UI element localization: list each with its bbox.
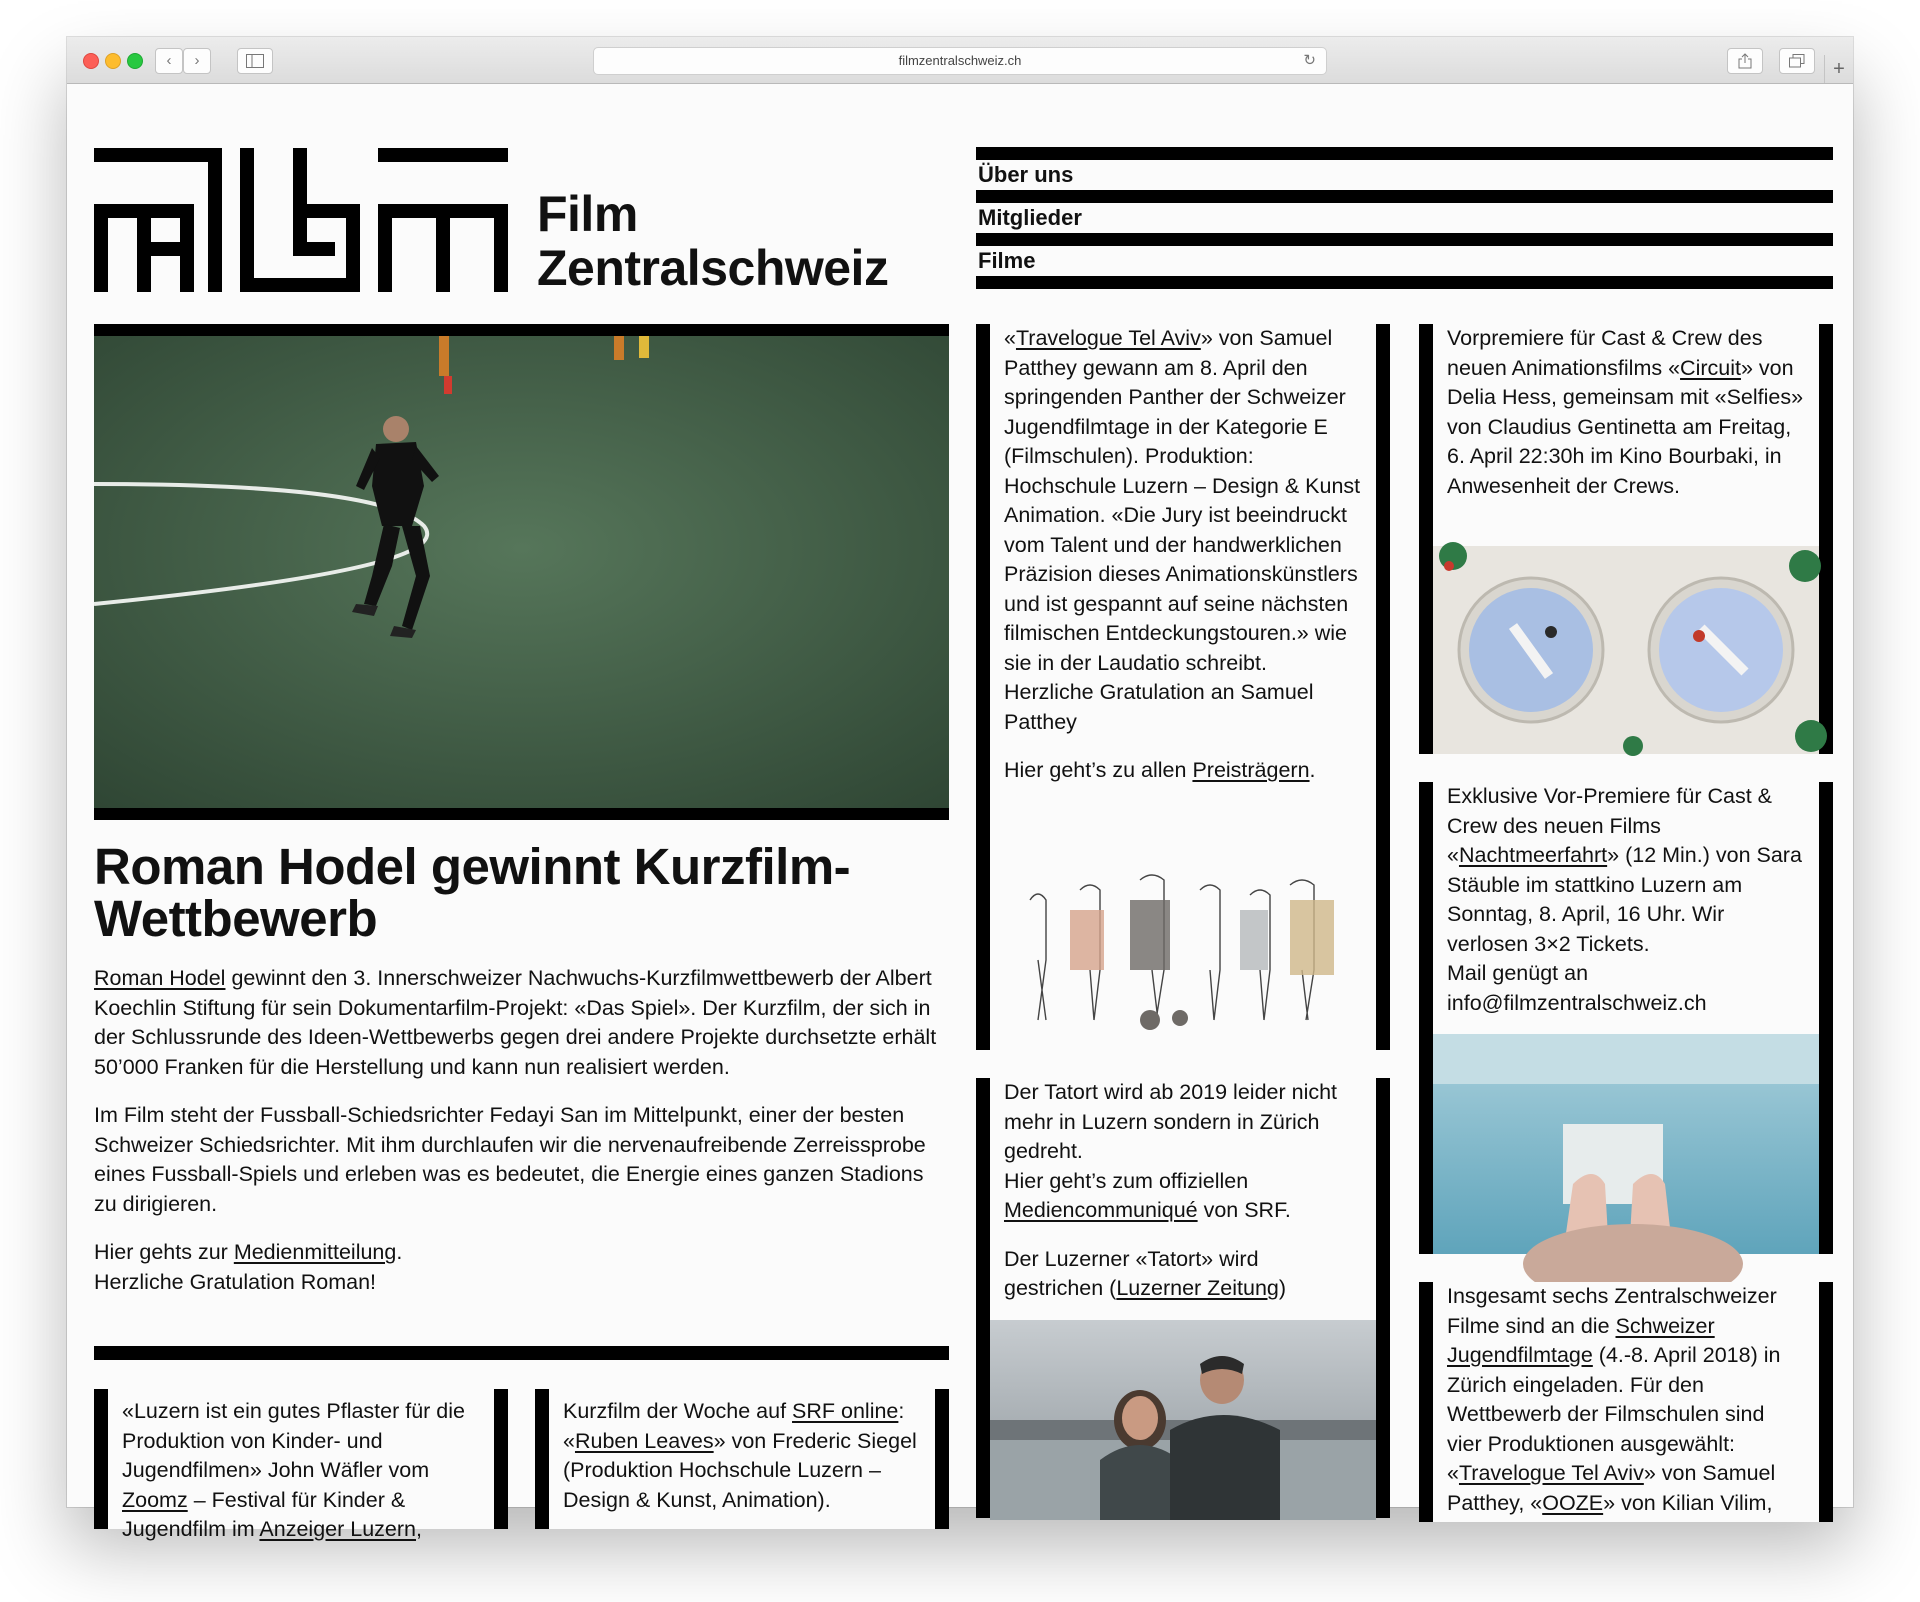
travelogue-tel-aviv-link[interactable]: Travelogue Tel Aviv	[1015, 326, 1201, 350]
srf-online-link[interactable]: SRF online	[792, 1399, 899, 1423]
nachtmeerfahrt-link[interactable]: Nachtmeerfahrt	[1458, 843, 1608, 867]
site-title-line-1: Film	[537, 186, 638, 242]
circuit-link[interactable]: Circuit	[1680, 355, 1741, 380]
circuit-animation-image[interactable]	[1433, 546, 1819, 754]
circuit-card-text: Vorpremiere für Cast & Crew des neuen Animationsfilms «Circuit» von Delia Hess, gemeinsam mit «Selfies» von Claudius Gentinetta am Freitag, 6. April 22:30h im Kino Bourbaki, in Anwesenheit der Crews.	[1447, 326, 1804, 498]
logo-mark-icon[interactable]	[94, 148, 508, 292]
address-bar[interactable]	[593, 47, 1327, 75]
zoom-window-button[interactable]	[127, 53, 143, 69]
tatort-zeitung-paragraph: Der Luzerner «Tatort» wird gestrichen (Luzerner Zeitung)	[1004, 1246, 1287, 1300]
medienmitteilung-link[interactable]: Medienmitteilung	[233, 1240, 397, 1264]
tatort-card-text: Der Tatort wird ab 2019 leider nicht mehr in Luzern sondern in Zürich gedreht. Hier geht’s zum offiziellen Mediencommuniqué von SRF.	[1004, 1080, 1338, 1222]
srf-kurzfilm-card-text: Kurzfilm der Woche auf SRF online: «Ruben Leaves» von Frederic Siegel (Produktion Hochschule Luzern – Design & Kunst, Animation).	[563, 1399, 917, 1512]
ooze-link[interactable]: OOZE	[1542, 1490, 1604, 1515]
site-title[interactable]	[537, 187, 888, 295]
mediencommunique-link[interactable]: Mediencommuniqué	[1004, 1198, 1198, 1222]
main-article-title[interactable]: Roman Hodel gewinnt Kurzfilm-Wettbewerb	[94, 838, 851, 947]
back-button[interactable]	[155, 48, 183, 74]
travelogue-card	[976, 324, 1390, 1050]
share-icon	[1738, 53, 1752, 69]
browser-window	[67, 37, 1853, 1541]
share-button[interactable]	[1727, 48, 1763, 74]
preistraeger-link[interactable]: Preisträgern	[1192, 758, 1310, 782]
main-article-paragraph-3: Hier gehts zur Medienmitteilung. Herzliche Gratulation Roman!	[94, 1240, 403, 1294]
minimize-window-button[interactable]	[105, 53, 121, 69]
referee-photo[interactable]	[94, 336, 949, 808]
luzerner-zeitung-link[interactable]: Luzerner Zeitung	[1116, 1276, 1279, 1300]
preistraeger-paragraph: Hier geht’s zu allen Preisträgern.	[1004, 758, 1316, 782]
zoomz-link[interactable]: Zoomz	[122, 1487, 188, 1512]
close-window-button[interactable]	[83, 53, 99, 69]
tatort-card	[976, 1078, 1390, 1518]
nachtmeerfahrt-card-text: Exklusive Vor-Premiere für Cast & Crew des neuen Films «Nachtmeerfahrt» (12 Min.) von Sara Stäuble im stattkino Luzern am Sonntag, 8. April, 16 Uhr. Wir verlosen 3×2 Tickets. Mail genügt an info@filmzentralschweiz.ch	[1447, 784, 1802, 1015]
zoomz-card-text: «Luzern ist ein gutes Pflaster für die Produktion von Kinder- und Jugendfilmen» John Wäfler vom Zoomz – Festival für Kinder & Jugendfilm im Anzeiger Luzern,	[122, 1399, 465, 1541]
main-article-body	[94, 964, 949, 1316]
roman-hodel-link[interactable]: Roman Hodel	[94, 966, 226, 990]
schweizer-jugendfilmtage-link[interactable]: Schweizer Jugendfilmtage	[1447, 1313, 1715, 1367]
srf-kurzfilm-card	[535, 1389, 949, 1529]
travelogue-tel-aviv-link-2[interactable]: Travelogue Tel Aviv	[1458, 1461, 1644, 1485]
sidebar-toggle-button[interactable]	[237, 48, 273, 74]
chevron-right-icon: ›	[194, 52, 200, 69]
anzeiger-luzern-link[interactable]: Anzeiger Luzern	[259, 1517, 416, 1541]
new-tab-button[interactable]: +	[1824, 55, 1853, 83]
main-article-paragraph-1: Roman Hodel gewinnt den 3. Innerschweizer Nachwuchs-Kurzfilmwettbewerb der Albert Koechlin Stiftung für sein Dokumentarfilm-Projekt: «Das Spiel». Der Kurzfilm, der sich in der Schlussrunde des Ideen-Wettbewerbs gegen drei andere Projekte durchsetzte erhält 50’000 Franken für die Herstellung und kann nun realisiert werden.	[94, 966, 937, 1079]
menu-item-ueber-uns[interactable]: Über uns	[978, 162, 1074, 187]
jugendfilmtage-card-text: Insgesamt sechs Zentralschweizer Filme sind an die Schweizer Jugendfilmtage (4.-8. April 2018) in Zürich eingeladen. Für den Wettbewerb der Filmschulen sind vier Produktionen ausgewählt: «Travelogue Tel Aviv» von Samuel Patthey, «OOZE» von Kilian Vilim,	[1447, 1284, 1781, 1515]
ruben-leaves-link[interactable]: Ruben Leaves	[574, 1428, 714, 1453]
hero-image-frame	[94, 324, 949, 820]
web-page	[67, 84, 1853, 1541]
tatort-photo[interactable]	[990, 1320, 1376, 1520]
nachtmeerfahrt-card	[1419, 782, 1833, 1254]
nachtmeerfahrt-photo[interactable]	[1433, 1034, 1819, 1254]
jugendfilmtage-card	[1419, 1282, 1833, 1522]
menu-item-filme[interactable]: Filme	[978, 248, 1036, 273]
url-text: filmzentralschweiz.ch	[898, 53, 1022, 68]
main-article-paragraph-2: Im Film steht der Fussball-Schiedsrichter Fedayi San im Mittelpunkt, einer der besten Schweizer Schiedsrichter. Mit ihm durchlaufen wir die nervenaufreibende Zerreissprobe eines Fussball-Spiels und erleben was es bedeutet, die Energie eines ganzen Stadions zu dirigieren.	[94, 1103, 926, 1216]
sidebar-icon	[246, 54, 264, 68]
zoomz-card	[94, 1389, 508, 1541]
circuit-card	[1419, 324, 1833, 754]
travelogue-card-text: «Travelogue Tel Aviv» von Samuel Patthey gewann am 8. April den springenden Panther der Schweizer Jugendfilmtage in der Kategorie E (Filmschulen). Produktion: Hochschule Luzern – Design & Kunst Animation. «Die Jury ist beeindruckt vom Talent und der handwerklichen Präzision dieses Animationskünstlers und ist gespannt auf seine nächsten filmischen Entdeckungstouren.» wie sie in der Laudatio schreibt. Herzliche Gratulation an Samuel Patthey	[1004, 326, 1361, 734]
site-title-line-2: Zentralschweiz	[537, 240, 889, 296]
tabs-overview-button[interactable]	[1779, 48, 1815, 74]
main-menu	[976, 147, 1833, 289]
menu-item-mitglieder[interactable]: Mitglieder	[978, 205, 1082, 230]
browser-toolbar	[67, 37, 1853, 84]
section-divider	[94, 1346, 949, 1360]
reload-icon[interactable]: ↻	[1303, 52, 1316, 69]
forward-button[interactable]	[183, 48, 211, 74]
chevron-left-icon: ‹	[166, 52, 172, 69]
animation-sketch-image[interactable]	[990, 840, 1376, 1050]
tabs-icon	[1789, 54, 1805, 68]
